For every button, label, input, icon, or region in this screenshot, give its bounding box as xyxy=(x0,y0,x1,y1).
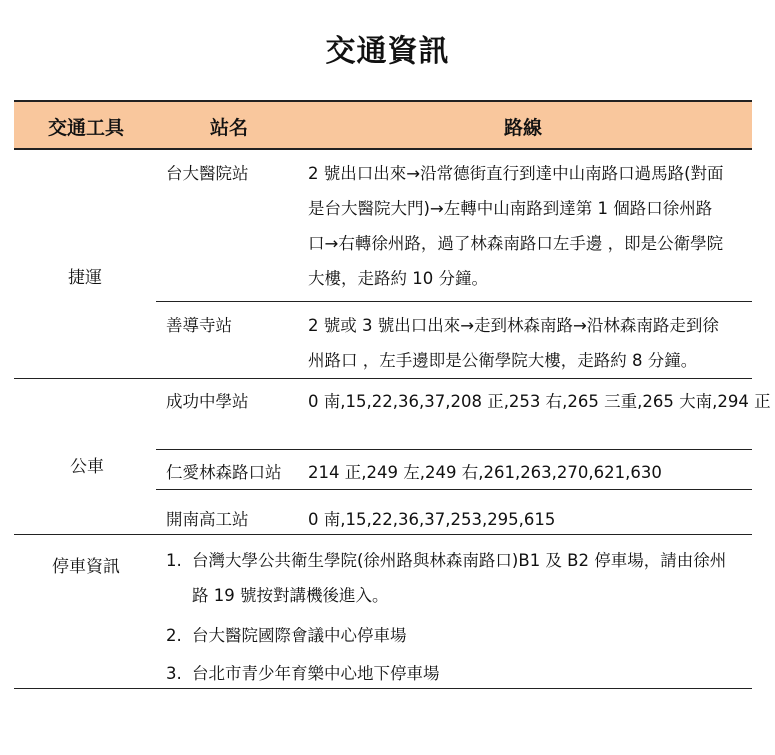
header-station: 站名 xyxy=(210,117,249,139)
route-shandao-1: 2 號或 3 號出口出來→走到林森南路→沿林森南路走到徐 xyxy=(308,316,719,335)
parking-item-3: 台北市青少年育樂中心地下停車場 xyxy=(192,664,440,683)
parking-num-1: 1. xyxy=(166,551,182,570)
route-renai: 214 正,249 左,249 右,261,263,270,621,630 xyxy=(308,463,662,482)
route-ntuh-2: 是台大醫院大門)→左轉中山南路到達第 1 個路口徐州路 xyxy=(308,199,713,218)
transport-table xyxy=(14,100,771,683)
table-header xyxy=(14,100,752,150)
parking-item-1-line-1: 台灣大學公共衛生學院(徐州路與林森南路口)B1 及 B2 停車場，請由徐州 xyxy=(192,551,727,570)
route-ntuh-3: 口→右轉徐州路，過了林森南路口左手邊 ，即是公衛學院 xyxy=(308,234,724,253)
station-shandao: 善導寺站 xyxy=(166,316,232,335)
route-chenggong: 0 南,15,22,36,37,208 正,253 右,265 三重,265 大南,294 正 xyxy=(308,392,771,411)
table-bottom-border xyxy=(14,688,752,689)
station-ntuh: 台大醫院站 xyxy=(166,164,249,183)
route-ntuh-1: 2 號出口出來→沿常德街直行到達中山南路口過馬路(對面 xyxy=(308,164,724,183)
divider xyxy=(14,534,752,535)
header-route: 路線 xyxy=(504,117,543,139)
category-bus: 公車 xyxy=(70,457,104,477)
parking-num-2: 2. xyxy=(166,626,182,645)
divider xyxy=(156,449,752,450)
route-ntuh-4: 大樓，走路約 10 分鐘。 xyxy=(308,269,488,288)
route-kainan: 0 南,15,22,36,37,253,295,615 xyxy=(308,510,556,529)
category-mrt: 捷運 xyxy=(68,268,102,288)
station-chenggong: 成功中學站 xyxy=(166,392,249,411)
header-tool: 交通工具 xyxy=(48,117,125,139)
station-kainan: 開南高工站 xyxy=(166,510,249,529)
parking-item-1-line-2: 路 19 號按對講機後進入。 xyxy=(192,586,389,605)
category-parking: 停車資訊 xyxy=(52,557,120,577)
parking-num-3: 3. xyxy=(166,664,182,683)
route-shandao-2: 州路口 ，左手邊即是公衛學院大樓，走路約 8 分鐘。 xyxy=(308,351,698,370)
parking-item-2: 台大醫院國際會議中心停車場 xyxy=(192,626,407,645)
divider xyxy=(14,378,752,379)
divider xyxy=(156,489,752,490)
station-renai: 仁愛林森路口站 xyxy=(166,463,282,482)
divider xyxy=(156,301,752,302)
page-title: 交通資訊 xyxy=(325,34,450,69)
